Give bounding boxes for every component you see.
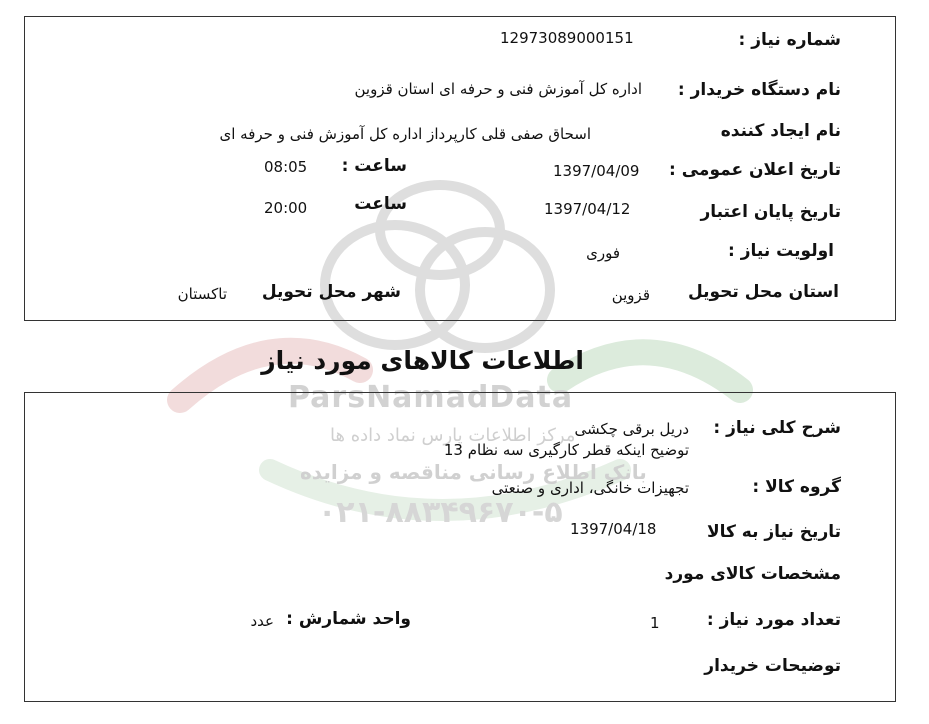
creator-label: نام ایجاد کننده (720, 121, 841, 141)
watermark-line1: مرکز اطلاعات پارس نماد داده ها (330, 425, 576, 446)
buyer-org-value: اداره کل آموزش فنی و حرفه ای استان قزوین (354, 80, 642, 98)
city-value: تاکستان (177, 285, 227, 303)
announce-date-label: تاریخ اعلان عمومی : (669, 160, 841, 180)
announce-time-value: 08:05 (264, 158, 308, 176)
need-date-label: تاریخ نیاز به کالا (706, 522, 841, 542)
goods-group-value: تجهیزات خانگی، اداری و صنعتی (491, 479, 689, 497)
unit-value: عدد (250, 612, 274, 630)
expiry-time-label: ساعت (354, 194, 407, 214)
description-line2: توضیح اینکه قطر کارگیری سه نظام 13 (443, 441, 689, 459)
watermark-phone: ۰۲۱-۸۸۳۴۹۶۷۰-۵ (318, 495, 563, 530)
specs-label: مشخصات کالای مورد (664, 564, 841, 584)
need-number-label: شماره نیاز : (738, 30, 841, 50)
buyer-notes-label: توضیحات خریدار (704, 656, 841, 676)
need-date-value: 1397/04/18 (570, 520, 657, 538)
announce-date-value: 1397/04/09 (553, 162, 640, 180)
expiry-time-value: 20:00 (264, 199, 308, 217)
buyer-org-label: نام دستگاه خریدار : (677, 80, 841, 100)
goods-group-label: گروه کالا : (752, 477, 841, 497)
province-label: استان محل تحویل (687, 282, 839, 302)
description-line1: دریل برقی چکشی (574, 420, 689, 438)
announce-time-label: ساعت : (341, 156, 407, 176)
description-label: شرح کلی نیاز : (713, 418, 841, 438)
creator-value: اسحاق صفی قلی کارپرداز اداره کل آموزش فنی و حرفه ای (219, 125, 591, 143)
province-value: قزوین (611, 286, 650, 304)
city-label: شهر محل تحویل (261, 282, 401, 302)
expiry-date-value: 1397/04/12 (544, 200, 631, 218)
priority-value: فوری (586, 244, 620, 262)
need-number-value: 12973089000151 (500, 29, 634, 47)
expiry-date-label: تاریخ پایان اعتبار (700, 202, 841, 222)
quantity-value: 1 (650, 614, 660, 632)
watermark-brand: ParsNamadData (288, 380, 574, 415)
section-title: اطلاعات کالاهای مورد نیاز (261, 346, 584, 375)
watermark-line2: بانک اطلاع رسانی مناقصه و مزایده (300, 460, 647, 484)
unit-label: واحد شمارش : (286, 609, 411, 629)
quantity-label: تعداد مورد نیاز : (706, 610, 841, 630)
priority-label: اولویت نیاز : (728, 241, 834, 261)
